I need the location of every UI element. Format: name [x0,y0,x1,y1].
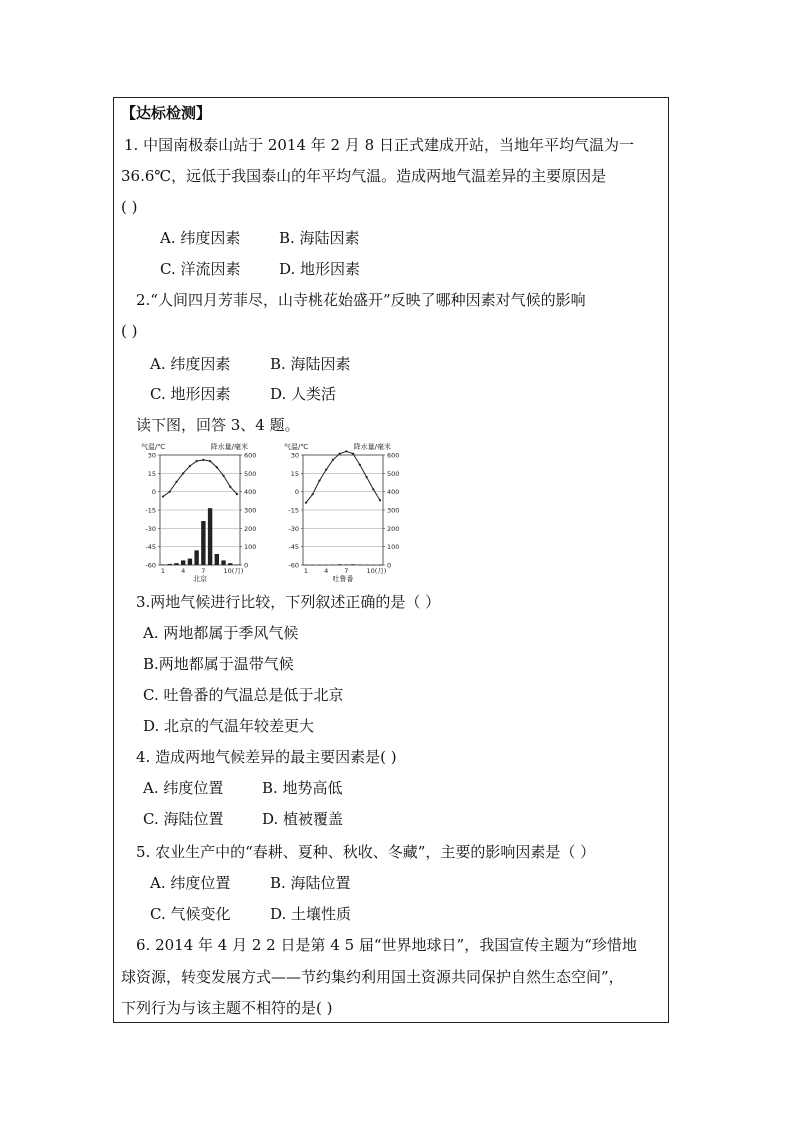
temp-axis-label: 气温/℃ [284,443,309,451]
q4-option-d: D. 植被覆盖 [262,810,344,828]
q2-line1: 2.“人间四月芳菲尽，山寺桃花始盛开”反映了哪种因素对气候的影响 [136,291,586,309]
q5-stem: 5. 农业生产中的“春耕、夏种、秋收、冬藏”，主要的影响因素是（ ） [136,843,596,861]
temperature-point [318,480,320,482]
temperature-point [372,488,374,490]
temp-axis-label: 气温/℃ [141,443,166,451]
q6-line1: 6. 2014 年 4 月 2 2 日是第 4 5 届“世界地球日”，我国宣传主题为“珍惜地 [136,936,637,954]
precip-tick-label: 0 [244,561,249,570]
month-tick-label: 1 [303,567,309,575]
temp-tick-label: 15 [147,469,156,478]
precip-tick-label: 100 [387,543,400,552]
precip-tick-label: 600 [244,451,257,460]
temperature-point [229,486,231,488]
q3-option-a: A. 两地都属于季风气候 [143,624,299,642]
precip-tick-label: 300 [387,506,400,515]
temperature-line [163,460,237,497]
q1-line1: 1. 中国南极泰山站于 2014 年 2 月 8 日正式建成开站，当地年平均气温为一 [124,136,634,154]
temperature-point [332,459,334,461]
q4-option-a: A. 纬度位置 [143,779,224,797]
climate-chart-turpan [301,450,385,565]
precip-bar [337,564,341,565]
temp-tick-label: -45 [288,543,299,552]
q5-option-a: A. 纬度位置 [150,874,231,892]
q6-line2: 球资源，转变发展方式——节约集约利用国土资源共同保护自然生态空间”， [121,968,624,986]
q1-option-a: A. 纬度因素 [160,229,241,247]
q3-option-c: C. 吐鲁番的气温总是低于北京 [143,686,344,704]
q3-option-b: B.两地都属于温带气候 [143,655,294,673]
temp-tick-label: -30 [288,524,299,533]
precip-bar [228,563,232,565]
temperature-point [169,491,171,493]
q1-option-b: B. 海陆因素 [279,229,360,247]
precip-bar [351,564,355,565]
temperature-line [306,451,380,502]
q2-option-b: B. 海陆因素 [270,355,351,373]
precip-bar [344,564,348,565]
q1-option-d: D. 地形因素 [279,260,361,278]
precip-bar [331,565,335,566]
climate-chart-beijing [158,455,242,565]
temp-tick-label: 15 [290,469,299,478]
temperature-point [352,453,354,455]
climate-charts-svg [140,440,402,585]
temperature-point [325,469,327,471]
precip-tick-label: 400 [387,488,400,497]
temp-tick-label: 0 [294,488,299,497]
temperature-point [305,502,307,504]
precip-bar [304,565,308,566]
temp-tick-label: 30 [290,451,299,460]
temperature-point [182,472,184,474]
temperature-point [365,476,367,478]
q5-option-b: B. 海陆位置 [270,874,351,892]
city-label: 吐鲁番 [332,575,354,583]
temp-tick-label: -60 [288,561,299,570]
q5-option-d: D. 土壤性质 [270,905,352,923]
precip-bar [378,565,382,566]
q6-line3: 下列行为与该主题不相符的是( ) [121,999,333,1017]
temperature-point [162,495,164,497]
precip-tick-label: 500 [244,469,257,478]
q4-option-c: C. 海陆位置 [143,810,224,828]
precip-bar [201,521,205,565]
temperature-point [345,450,347,452]
temperature-point [222,475,224,477]
temperature-point [202,459,204,461]
precip-bar [161,564,165,565]
precip-bar [324,565,328,566]
temperature-point [209,460,211,462]
month-tick-label: 4 [181,567,186,575]
precip-bar [371,565,375,566]
precip-bar [235,564,239,565]
precip-bar [311,565,315,566]
temperature-point [359,464,361,466]
city-label: 北京 [193,575,207,583]
temp-tick-label: 30 [147,451,156,460]
month-tick-label: 7 [201,567,206,575]
q1-option-c: C. 洋流因素 [160,260,241,278]
precip-bar [364,565,368,566]
q4-stem: 4. 造成两地气候差异的最主要因素是( ) [136,748,397,766]
q2-option-a: A. 纬度因素 [150,355,231,373]
q2-line2: ( ) [121,322,138,340]
temperature-point [189,465,191,467]
month-tick-label: 1 [160,567,166,575]
precip-bar [194,550,198,565]
precip-bar [188,559,192,565]
q1-line2: 36.6℃，远低于我国泰山的年平均气温。造成两地气温差异的主要原因是 [121,167,607,185]
month-tick-label: 4 [324,567,329,575]
temp-tick-label: -45 [145,543,156,552]
q2-option-d: D. 人类活 [270,385,337,403]
q2-option-c: C. 地形因素 [150,385,231,403]
precip-bar [168,564,172,565]
precip-bar [174,563,178,565]
precip-tick-label: 600 [387,451,400,460]
temp-tick-label: -15 [145,506,156,515]
precip-tick-label: 200 [244,524,257,533]
section-title: 【达标检测】 [121,104,212,122]
precip-bar [358,565,362,566]
climate-charts [140,440,402,585]
precip-bar [208,508,212,565]
temp-tick-label: -60 [145,561,156,570]
precip-axis-label: 降水量/毫米 [353,443,391,451]
q3-stem: 3.两地气候进行比较，下列叙述正确的是（ ） [136,593,441,611]
month-tick-label: 10(月) [223,567,244,575]
temperature-point [175,481,177,483]
q3-option-d: D. 北京的气温年较差更大 [143,717,315,735]
precip-axis-label: 降水量/毫米 [210,443,248,451]
precip-bar [181,560,185,565]
q4-option-b: B. 地势高低 [262,779,343,797]
temp-tick-label: -15 [288,506,299,515]
temp-tick-label: -30 [145,524,156,533]
precip-bar [221,560,225,565]
temperature-point [312,493,314,495]
precip-tick-label: 400 [244,488,257,497]
temperature-point [196,460,198,462]
month-tick-label: 7 [344,567,349,575]
q1-line3: ( ) [121,198,138,216]
precip-tick-label: 300 [244,506,257,515]
precip-bar [215,554,219,565]
q5-option-c: C. 气候变化 [150,905,231,923]
temperature-point [379,499,381,501]
precip-tick-label: 100 [244,543,257,552]
temp-tick-label: 0 [151,488,156,497]
precip-tick-label: 200 [387,524,400,533]
precip-bar [317,565,321,566]
temperature-point [236,493,238,495]
precip-tick-label: 500 [387,469,400,478]
month-tick-label: 10(月) [366,567,387,575]
temperature-point [339,453,341,455]
precip-tick-label: 0 [387,561,392,570]
temperature-point [216,466,218,468]
read-prompt: 读下图，回答 3、4 题。 [136,416,300,434]
